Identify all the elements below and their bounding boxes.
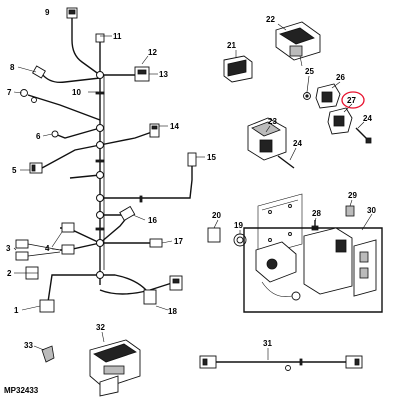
washer-25 (304, 93, 311, 100)
connector-2 (26, 267, 38, 279)
callout-32: 32 (96, 323, 105, 332)
main-harness (28, 18, 192, 302)
callout-22: 22 (266, 15, 275, 24)
callout-33: 33 (24, 341, 33, 350)
module-32 (90, 340, 140, 396)
connector-15 (188, 153, 196, 166)
callout-2: 2 (7, 269, 12, 278)
connector-3-4 (16, 223, 74, 260)
clip-33 (42, 346, 54, 362)
callout-30: 30 (367, 206, 376, 215)
connector-12-13 (135, 67, 149, 81)
callout-24-upper: 24 (363, 114, 372, 123)
callout-29: 29 (348, 191, 357, 200)
callout-27: 27 (347, 96, 356, 105)
callout-labels (6, 8, 376, 350)
connector-6 (52, 131, 58, 137)
callout-12: 12 (148, 48, 157, 57)
harness-31 (200, 356, 362, 371)
callout-10: 10 (72, 88, 81, 97)
callout-7: 7 (7, 88, 12, 97)
connector-11 (96, 34, 104, 42)
connector-9 (67, 8, 77, 18)
callout-19: 19 (234, 221, 243, 230)
control-module-assembly-30 (244, 228, 382, 312)
callout-31: 31 (263, 339, 272, 348)
connector-18 (144, 276, 182, 304)
callout-6: 6 (36, 132, 41, 141)
switch-27 (328, 108, 352, 134)
connector-14 (150, 124, 159, 137)
callout-3: 3 (6, 244, 11, 253)
callout-8: 8 (10, 63, 15, 72)
connector-17 (150, 239, 162, 247)
callout-18: 18 (168, 307, 177, 316)
callout-14: 14 (170, 122, 179, 131)
callout-25: 25 (305, 67, 314, 76)
callout-4: 4 (45, 244, 50, 253)
switch-22 (276, 22, 320, 66)
callout-28: 28 (312, 209, 321, 218)
clip-29 (346, 206, 354, 216)
connector-5 (30, 163, 42, 173)
leader-lines (14, 24, 372, 360)
callout-15: 15 (207, 153, 216, 162)
switch-26 (316, 84, 340, 108)
callout-13: 13 (159, 70, 168, 79)
relay-21 (224, 56, 252, 82)
callout-5: 5 (12, 166, 17, 175)
callout-17: 17 (174, 237, 183, 246)
callout-26: 26 (336, 73, 345, 82)
callout-20: 20 (212, 211, 221, 220)
bracket-20 (208, 228, 220, 242)
callout-9: 9 (45, 8, 50, 17)
callout-21: 21 (227, 41, 236, 50)
connector-7 (21, 90, 37, 103)
callout-16: 16 (148, 216, 157, 225)
callout-11: 11 (113, 32, 122, 41)
connector-1 (40, 300, 54, 312)
callout-23: 23 (268, 117, 277, 126)
figure-code: MP32433 (4, 386, 39, 395)
callout-1: 1 (14, 306, 19, 315)
connector-16 (120, 207, 135, 221)
bolt-24-upper (356, 128, 371, 143)
callout-24-lower: 24 (293, 139, 302, 148)
